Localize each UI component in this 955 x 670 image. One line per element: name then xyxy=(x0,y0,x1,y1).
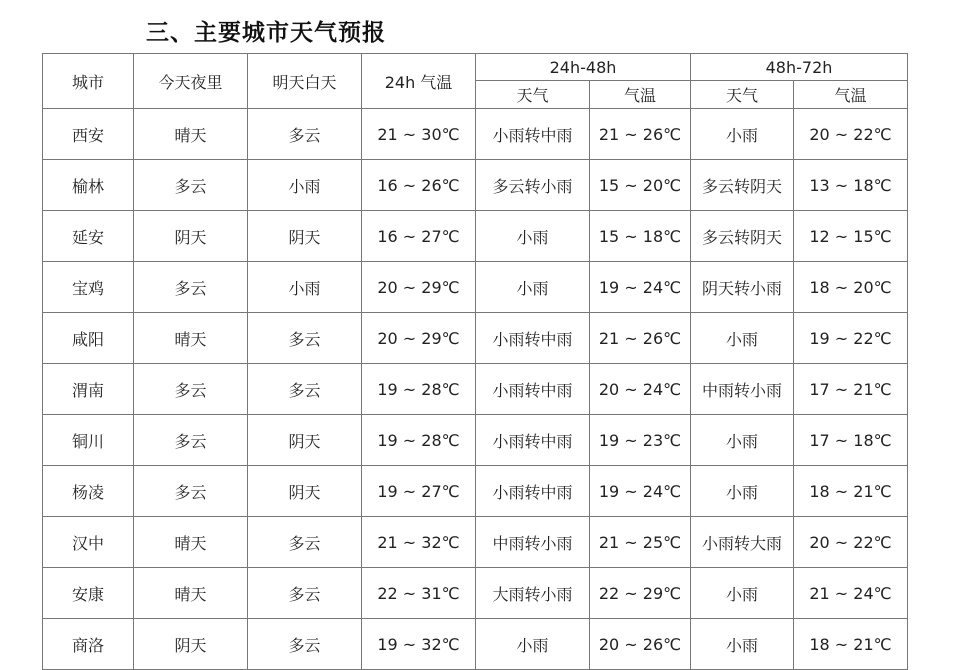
cell-tonight: 晴天 xyxy=(134,109,248,160)
table-row xyxy=(43,517,908,568)
header-row-primary xyxy=(43,54,908,81)
cell-city: 商洛 xyxy=(43,619,134,670)
cell-temp-72h: 13 ~ 18℃ xyxy=(794,160,908,211)
cell-temp-24h: 21 ~ 32℃ xyxy=(362,517,476,568)
cell-tonight: 阴天 xyxy=(134,619,248,670)
header-group-48-72h: 48h-72h xyxy=(691,54,908,81)
cell-temp-48h: 15 ~ 18℃ xyxy=(590,211,691,262)
cell-temp-24h: 20 ~ 29℃ xyxy=(362,262,476,313)
cell-tomorrow-day: 小雨 xyxy=(248,262,362,313)
cell-weather-72h: 小雨 xyxy=(691,109,794,160)
header-tomorrow-day: 明天白天 xyxy=(248,54,362,109)
header-city: 城市 xyxy=(43,54,134,109)
table-row xyxy=(43,364,908,415)
cell-city: 铜川 xyxy=(43,415,134,466)
cell-tonight: 多云 xyxy=(134,466,248,517)
cell-temp-48h: 19 ~ 23℃ xyxy=(590,415,691,466)
cell-weather-72h: 小雨 xyxy=(691,568,794,619)
cell-city: 渭南 xyxy=(43,364,134,415)
cell-temp-72h: 12 ~ 15℃ xyxy=(794,211,908,262)
cell-temp-72h: 17 ~ 18℃ xyxy=(794,415,908,466)
table-row xyxy=(43,109,908,160)
cell-temp-72h: 19 ~ 22℃ xyxy=(794,313,908,364)
cell-weather-48h: 小雨转中雨 xyxy=(476,466,590,517)
cell-city: 汉中 xyxy=(43,517,134,568)
cell-temp-24h: 19 ~ 32℃ xyxy=(362,619,476,670)
cell-weather-72h: 小雨转大雨 xyxy=(691,517,794,568)
table-row xyxy=(43,568,908,619)
cell-temp-48h: 22 ~ 29℃ xyxy=(590,568,691,619)
cell-temp-48h: 21 ~ 25℃ xyxy=(590,517,691,568)
cell-tonight: 阴天 xyxy=(134,211,248,262)
cell-city: 榆林 xyxy=(43,160,134,211)
header-weather-72h: 天气 xyxy=(691,81,794,109)
cell-temp-24h: 20 ~ 29℃ xyxy=(362,313,476,364)
cell-weather-48h: 大雨转小雨 xyxy=(476,568,590,619)
cell-city: 西安 xyxy=(43,109,134,160)
header-temp-24h: 24h 气温 xyxy=(362,54,476,109)
header-temp-72h: 气温 xyxy=(794,81,908,109)
cell-weather-48h: 小雨 xyxy=(476,262,590,313)
table-row xyxy=(43,313,908,364)
cell-tomorrow-day: 多云 xyxy=(248,568,362,619)
cell-weather-72h: 小雨 xyxy=(691,466,794,517)
cell-tonight: 多云 xyxy=(134,160,248,211)
cell-weather-72h: 小雨 xyxy=(691,313,794,364)
cell-temp-72h: 21 ~ 24℃ xyxy=(794,568,908,619)
table-row xyxy=(43,415,908,466)
cell-tomorrow-day: 阴天 xyxy=(248,466,362,517)
cell-temp-24h: 19 ~ 28℃ xyxy=(362,364,476,415)
cell-temp-72h: 17 ~ 21℃ xyxy=(794,364,908,415)
cell-city: 延安 xyxy=(43,211,134,262)
cell-weather-48h: 中雨转小雨 xyxy=(476,517,590,568)
header-temp-48h: 气温 xyxy=(590,81,691,109)
table-row xyxy=(43,619,908,670)
cell-temp-72h: 18 ~ 21℃ xyxy=(794,466,908,517)
cell-temp-72h: 20 ~ 22℃ xyxy=(794,109,908,160)
cell-tomorrow-day: 多云 xyxy=(248,109,362,160)
cell-temp-48h: 20 ~ 24℃ xyxy=(590,364,691,415)
cell-tomorrow-day: 小雨 xyxy=(248,160,362,211)
cell-temp-48h: 19 ~ 24℃ xyxy=(590,466,691,517)
cell-temp-24h: 16 ~ 26℃ xyxy=(362,160,476,211)
cell-city: 杨凌 xyxy=(43,466,134,517)
cell-temp-48h: 21 ~ 26℃ xyxy=(590,109,691,160)
cell-weather-48h: 小雨转中雨 xyxy=(476,313,590,364)
cell-weather-72h: 多云转阴天 xyxy=(691,160,794,211)
cell-tonight: 多云 xyxy=(134,364,248,415)
table-row xyxy=(43,211,908,262)
cell-temp-24h: 21 ~ 30℃ xyxy=(362,109,476,160)
cell-tonight: 晴天 xyxy=(134,313,248,364)
cell-temp-24h: 16 ~ 27℃ xyxy=(362,211,476,262)
cell-weather-48h: 小雨转中雨 xyxy=(476,364,590,415)
cell-temp-48h: 20 ~ 26℃ xyxy=(590,619,691,670)
cell-weather-72h: 阴天转小雨 xyxy=(691,262,794,313)
cell-tomorrow-day: 多云 xyxy=(248,313,362,364)
cell-tomorrow-day: 多云 xyxy=(248,619,362,670)
header-group-24-48h: 24h-48h xyxy=(476,54,691,81)
cell-temp-72h: 20 ~ 22℃ xyxy=(794,517,908,568)
forecast-table xyxy=(42,53,908,670)
page-title: 三、主要城市天气预报 xyxy=(146,20,386,46)
cell-tomorrow-day: 多云 xyxy=(248,364,362,415)
cell-tonight: 多云 xyxy=(134,415,248,466)
cell-tomorrow-day: 多云 xyxy=(248,517,362,568)
cell-temp-24h: 19 ~ 28℃ xyxy=(362,415,476,466)
cell-weather-72h: 小雨 xyxy=(691,619,794,670)
cell-tonight: 晴天 xyxy=(134,517,248,568)
cell-weather-48h: 小雨 xyxy=(476,619,590,670)
cell-city: 安康 xyxy=(43,568,134,619)
cell-weather-72h: 中雨转小雨 xyxy=(691,364,794,415)
header-tonight: 今天夜里 xyxy=(134,54,248,109)
cell-temp-48h: 21 ~ 26℃ xyxy=(590,313,691,364)
cell-tomorrow-day: 阴天 xyxy=(248,415,362,466)
cell-tomorrow-day: 阴天 xyxy=(248,211,362,262)
table-row xyxy=(43,160,908,211)
cell-temp-24h: 19 ~ 27℃ xyxy=(362,466,476,517)
table-row xyxy=(43,262,908,313)
cell-tonight: 晴天 xyxy=(134,568,248,619)
table-row xyxy=(43,466,908,517)
cell-city: 咸阳 xyxy=(43,313,134,364)
cell-temp-48h: 15 ~ 20℃ xyxy=(590,160,691,211)
cell-temp-72h: 18 ~ 21℃ xyxy=(794,619,908,670)
cell-weather-48h: 多云转小雨 xyxy=(476,160,590,211)
cell-weather-48h: 小雨转中雨 xyxy=(476,415,590,466)
cell-temp-72h: 18 ~ 20℃ xyxy=(794,262,908,313)
cell-weather-72h: 小雨 xyxy=(691,415,794,466)
header-weather-48h: 天气 xyxy=(476,81,590,109)
cell-city: 宝鸡 xyxy=(43,262,134,313)
cell-weather-72h: 多云转阴天 xyxy=(691,211,794,262)
cell-weather-48h: 小雨 xyxy=(476,211,590,262)
cell-weather-48h: 小雨转中雨 xyxy=(476,109,590,160)
cell-temp-48h: 19 ~ 24℃ xyxy=(590,262,691,313)
cell-temp-24h: 22 ~ 31℃ xyxy=(362,568,476,619)
cell-tonight: 多云 xyxy=(134,262,248,313)
